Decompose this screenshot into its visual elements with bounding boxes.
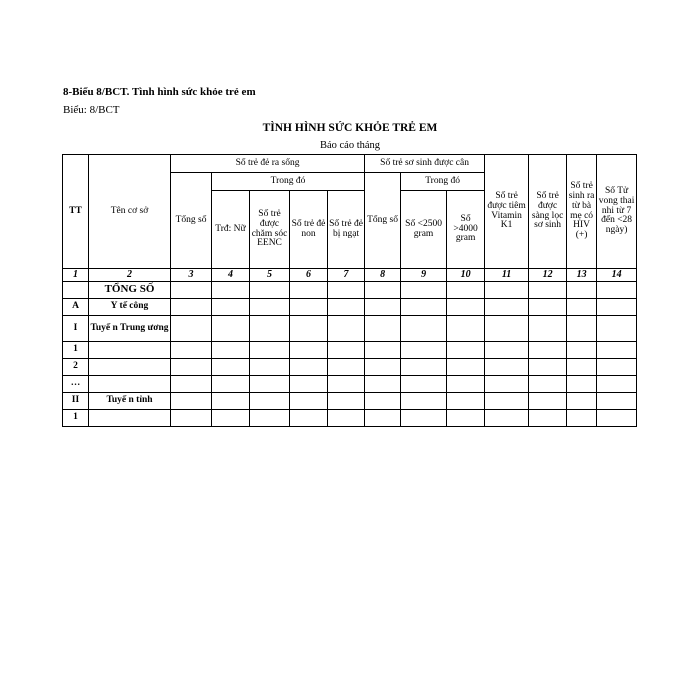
data-cell — [447, 359, 485, 376]
data-cell — [250, 282, 290, 299]
data-cell — [529, 282, 567, 299]
row-tt: I — [63, 316, 89, 342]
data-cell — [401, 316, 447, 342]
data-cell — [250, 316, 290, 342]
data-cell — [567, 282, 597, 299]
data-cell — [171, 299, 212, 316]
data-cell — [447, 376, 485, 393]
data-cell — [597, 342, 637, 359]
data-cell — [365, 376, 401, 393]
data-cell — [290, 299, 328, 316]
data-cell — [447, 393, 485, 410]
data-cell — [567, 316, 597, 342]
document-heading: 8-Biểu 8/BCT. Tình hình sức khỏe trẻ em — [63, 86, 256, 98]
data-cell — [212, 359, 250, 376]
data-cell — [447, 410, 485, 427]
data-cell — [365, 410, 401, 427]
header-asphyxia: Số trẻ đẻ bị ngạt — [328, 191, 365, 269]
data-cell — [171, 359, 212, 376]
data-cell — [328, 316, 365, 342]
table-row — [63, 393, 637, 410]
column-number: 4 — [212, 269, 250, 282]
data-cell — [328, 393, 365, 410]
data-cell — [171, 342, 212, 359]
data-cell — [597, 376, 637, 393]
data-cell — [567, 376, 597, 393]
header-hiv-mothers: Số trẻ sinh ra từ bà mẹ có HIV (+) — [567, 155, 597, 269]
header-premature: Số trẻ đẻ non — [290, 191, 328, 269]
header-total-births: Tổng số — [171, 173, 212, 269]
data-cell — [401, 359, 447, 376]
data-cell — [529, 342, 567, 359]
header-eenc: Số trẻ được chăm sóc EENC — [250, 191, 290, 269]
data-cell — [212, 299, 250, 316]
data-cell — [250, 359, 290, 376]
column-number: 8 — [365, 269, 401, 282]
data-cell — [447, 342, 485, 359]
header-row-1 — [63, 155, 637, 173]
data-cell — [529, 316, 567, 342]
header-girls: Trđ: Nữ — [212, 191, 250, 269]
row-facility-name — [89, 376, 171, 393]
row-tt: … — [63, 376, 89, 393]
report-title: TÌNH HÌNH SỨC KHỎE TRẺ EM — [262, 122, 438, 134]
data-cell — [447, 316, 485, 342]
data-cell — [290, 282, 328, 299]
data-cell — [171, 376, 212, 393]
table-row — [63, 316, 637, 342]
data-cell — [171, 282, 212, 299]
header-vitamin-k1: Số trẻ được tiêm Vitamin K1 — [485, 155, 529, 269]
header-over-4000: Số >4000 gram — [447, 191, 485, 269]
data-cell — [212, 342, 250, 359]
row-facility-name — [89, 342, 171, 359]
column-number: 5 — [250, 269, 290, 282]
data-cell — [171, 316, 212, 342]
table-row — [63, 376, 637, 393]
data-cell — [401, 376, 447, 393]
data-cell — [485, 410, 529, 427]
column-number: 11 — [485, 269, 529, 282]
data-cell — [290, 316, 328, 342]
data-cell — [485, 342, 529, 359]
column-number: 3 — [171, 269, 212, 282]
data-cell — [529, 376, 567, 393]
data-cell — [365, 299, 401, 316]
row-tt: 1 — [63, 410, 89, 427]
data-cell — [485, 299, 529, 316]
header-under-2500: Số <2500 gram — [401, 191, 447, 269]
data-cell — [171, 393, 212, 410]
row-facility-name — [89, 359, 171, 376]
data-cell — [212, 376, 250, 393]
data-cell — [365, 359, 401, 376]
data-cell — [365, 342, 401, 359]
table-row — [63, 359, 637, 376]
data-cell — [328, 299, 365, 316]
data-cell — [212, 316, 250, 342]
row-facility-name — [89, 410, 171, 427]
row-facility-name: Y tế công — [89, 299, 171, 316]
data-cell — [401, 282, 447, 299]
column-number: 13 — [567, 269, 597, 282]
data-cell — [597, 393, 637, 410]
header-weighed-total: Tổng số — [365, 173, 401, 269]
data-cell — [328, 410, 365, 427]
data-cell — [597, 282, 637, 299]
row-facility-name: Tuyế n Trung ương — [89, 316, 171, 342]
data-cell — [212, 410, 250, 427]
data-cell — [290, 410, 328, 427]
header-in-which-2: Trong đó — [401, 173, 485, 191]
data-cell — [485, 359, 529, 376]
data-cell — [529, 410, 567, 427]
row-facility-name: TỔNG SỐ — [89, 282, 171, 299]
row-tt: II — [63, 393, 89, 410]
data-cell — [328, 376, 365, 393]
data-cell — [290, 359, 328, 376]
data-cell — [447, 299, 485, 316]
data-cell — [597, 299, 637, 316]
data-cell — [328, 282, 365, 299]
header-screening: Số trẻ được sàng lọc sơ sinh — [529, 155, 567, 269]
data-cell — [365, 316, 401, 342]
data-cell — [567, 410, 597, 427]
data-cell — [250, 410, 290, 427]
data-cell — [401, 342, 447, 359]
header-deaths: Số Tử vong thai nhi từ 7 đến <28 ngày) — [597, 155, 637, 269]
column-number-row — [63, 269, 637, 282]
data-cell — [447, 282, 485, 299]
header-live-births-group: Số trẻ đẻ ra sống — [171, 155, 365, 173]
row-tt — [63, 282, 89, 299]
column-number: 14 — [597, 269, 637, 282]
data-cell — [212, 393, 250, 410]
header-facility-name: Tên cơ sở — [89, 155, 171, 269]
column-number: 6 — [290, 269, 328, 282]
column-number: 7 — [328, 269, 365, 282]
data-cell — [485, 316, 529, 342]
table-row — [63, 410, 637, 427]
data-cell — [290, 393, 328, 410]
data-cell — [401, 299, 447, 316]
data-cell — [567, 359, 597, 376]
data-cell — [401, 393, 447, 410]
data-cell — [597, 316, 637, 342]
column-number: 1 — [63, 269, 89, 282]
header-weighed-group: Số trẻ sơ sinh được cân — [365, 155, 485, 173]
data-cell — [250, 376, 290, 393]
data-cell — [529, 299, 567, 316]
column-number: 12 — [529, 269, 567, 282]
data-cell — [290, 376, 328, 393]
data-cell — [328, 359, 365, 376]
row-tt: 2 — [63, 359, 89, 376]
table-row — [63, 282, 637, 299]
table-row — [63, 342, 637, 359]
data-cell — [567, 393, 597, 410]
data-cell — [365, 282, 401, 299]
data-cell — [365, 393, 401, 410]
child-health-table — [62, 154, 637, 427]
data-cell — [171, 410, 212, 427]
column-number: 2 — [89, 269, 171, 282]
report-subtitle: Báo cáo tháng — [319, 140, 381, 151]
data-cell — [250, 393, 290, 410]
data-cell — [401, 410, 447, 427]
column-number: 9 — [401, 269, 447, 282]
table-row — [63, 299, 637, 316]
data-cell — [250, 342, 290, 359]
data-cell — [485, 282, 529, 299]
data-cell — [485, 376, 529, 393]
column-number: 10 — [447, 269, 485, 282]
data-cell — [529, 393, 567, 410]
header-tt: TT — [63, 155, 89, 269]
row-tt: 1 — [63, 342, 89, 359]
data-cell — [212, 282, 250, 299]
data-cell — [529, 359, 567, 376]
data-cell — [485, 393, 529, 410]
data-cell — [328, 342, 365, 359]
row-tt: A — [63, 299, 89, 316]
data-cell — [290, 342, 328, 359]
data-cell — [597, 410, 637, 427]
data-cell — [567, 342, 597, 359]
data-cell — [567, 299, 597, 316]
form-code: Biểu: 8/BCT — [63, 104, 120, 116]
row-facility-name: Tuyế n tỉnh — [89, 393, 171, 410]
data-cell — [250, 299, 290, 316]
header-in-which-1: Trong đó — [212, 173, 365, 191]
data-cell — [597, 359, 637, 376]
